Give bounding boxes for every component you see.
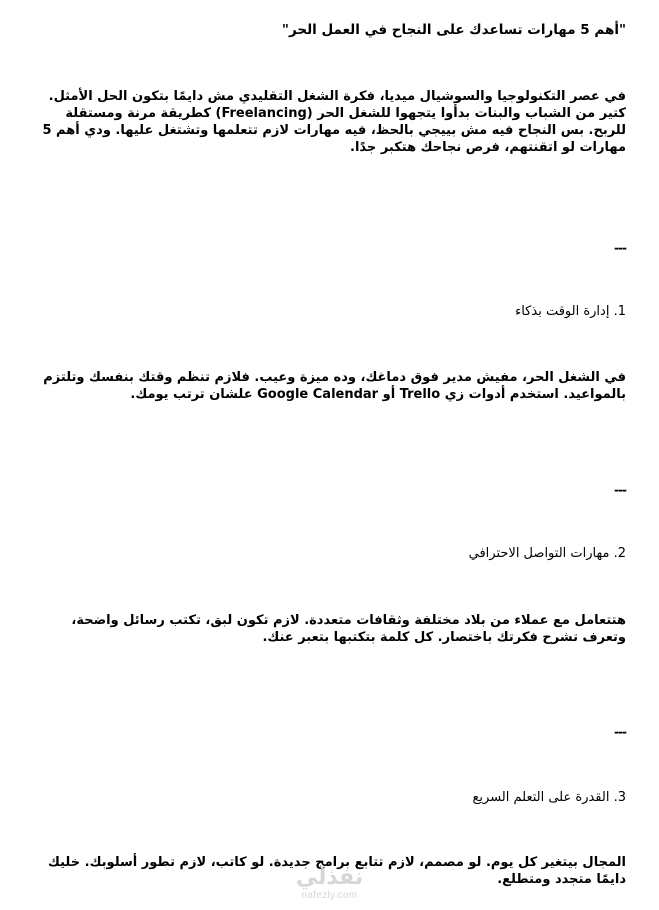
section-3-body: المجال بيتغير كل يوم. لو مصمم، لازم تتابع برامج جديدة. لو كاتب، لازم تطور أسلوبك. خليك دايمًا متجدد ومتطلع. xyxy=(48,855,626,887)
intro-paragraph: في عصر التكنولوجيا والسوشيال ميديا، فكرة الشغل التقليدي مش دايمًا بتكون الحل الأمثل. كتير من الشباب والبنات بدأوا يتجهوا للشغل الحر (Freelancing) كطريقة مرنة ومستقلة للربح. بس النجاح فيه مش بييجي بالحظ، فيه مهارات لازم تتعلمها وتشتغل عليها. ودي أهم 5 مهارات لو اتقنتهم، فرص نجاحك هتكبر جدًا. xyxy=(42,89,626,155)
section-1-heading: 1. إدارة الوقت بذكاء xyxy=(515,304,626,319)
document-title: "أهم 5 مهارات تساعدك على النجاح في العمل الحر" xyxy=(281,22,626,38)
section-3-heading: 3. القدرة على التعلم السريع xyxy=(472,790,626,805)
separator-1: --- xyxy=(614,241,626,255)
separator-2: --- xyxy=(614,483,626,497)
separator-3: --- xyxy=(614,725,626,739)
section-1-body: في الشغل الحر، مفيش مدير فوق دماغك، وده ميزة وعيب. فلازم تنظم وقتك بنفسك وتلتزم بالمواعيد. استخدم أدوات زي Trello أو Google Calendar علشان ترتب يومك. xyxy=(43,370,626,402)
section-2-heading: 2. مهارات التواصل الاحترافي xyxy=(468,546,626,561)
nafezly-watermark xyxy=(282,866,377,902)
section-2-body: هتتعامل مع عملاء من بلاد مختلفة وثقافات متعددة. لازم تكون لبق، تكتب رسائل واضحة، وتعرف تشرح فكرتك باختصار. كل كلمة بتكتبها بتعبر عنك. xyxy=(71,613,626,645)
watermark-logo: نفذلي xyxy=(295,865,364,890)
watermark-url: nafezly.com xyxy=(301,890,358,901)
